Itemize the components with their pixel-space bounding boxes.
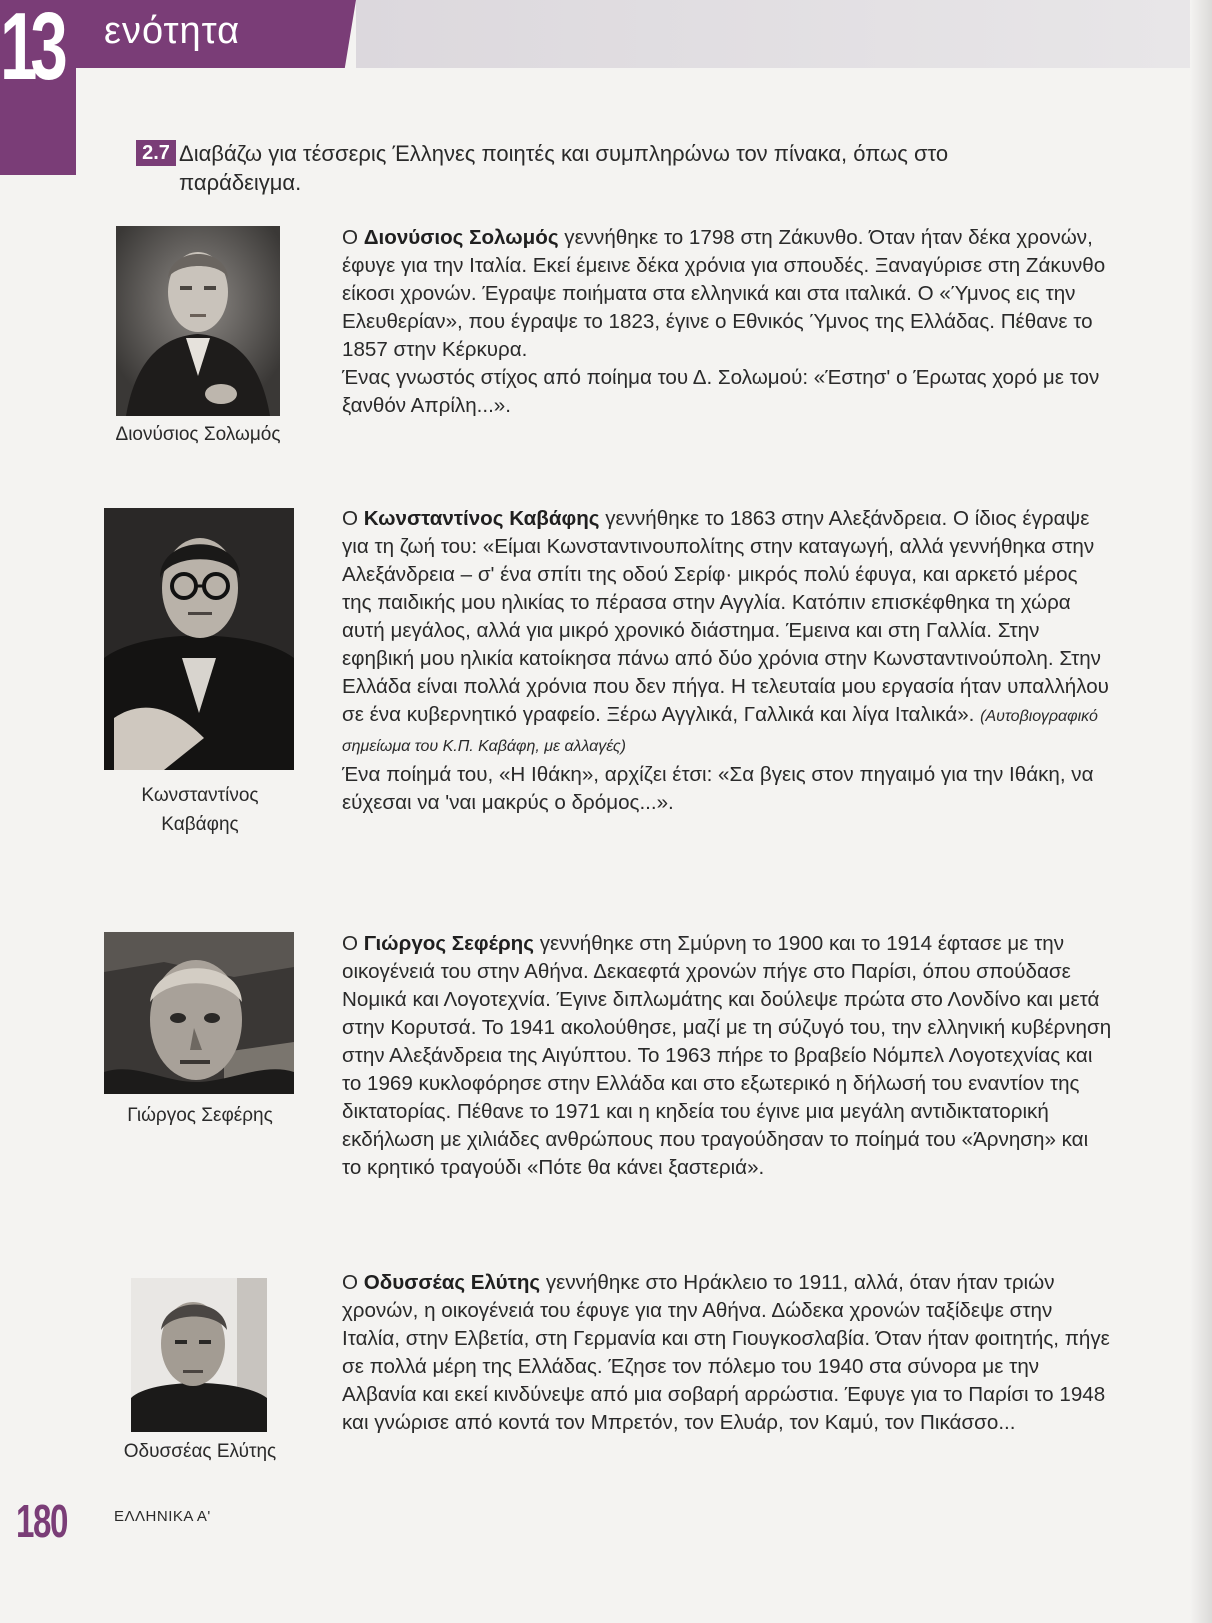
unit-word: ενότητα — [104, 10, 241, 52]
cavafy-verse: Ένα ποίημά του, «Η Ιθάκη», αρχίζει έτσι: «Σα βγεις στον πηγαιμό για την Ιθάκη, να εύχεσαι να 'ναι μακρύς ο δρόμος...». — [342, 763, 1094, 814]
cavafy-caption-line-2: Καβάφης — [161, 814, 239, 835]
exercise-instruction: Διαβάζω για τέσσερις Έλληνες ποιητές και συμπληρώνω τον πίνακα, όπως στο παράδειγμα. — [179, 141, 949, 195]
cavafy-bio-text: γεννήθηκε το 1863 στην Αλεξάνδρεια. Ο ίδιος έγραψε για τη ζωή του: «Είμαι Κωνσταντινουπολίτης στην καταγωγή, αλλά γεννήθηκα στην Αλεξάνδρεια – σ' ένα σπίτι της οδού Σερίφ· μικρός πολύ έφυγα, και αρκετό μέρος της παιδικής μου ηλικίας το πέρασα στην Αγγλία. Κατόπιν επισκέφθηκα τη χώρα αυτή μεγάλος, αλλά για μικρό χρονικό διάστημα. Έμεινα και στη Γαλλία. Στην εφηβική μου ηλικία κατοίκησα πάνω από δύο χρόνια στην Κωνσταντινούπολη. Στην Ελλάδα είναι πολλά χρόνια που δεν πήγα. Η τελευταία μου εργασία ήταν υπαλλήλου σε ένα κυβερνητικό γραφείο. Ξέρω Αγγλικά, Γαλλικά και λίγα Ιταλικά». — [342, 507, 1109, 726]
cavafy-bio — [342, 505, 1112, 817]
cavafy-caption-line-1: Κωνσταντίνος — [141, 785, 259, 806]
seferis-portrait — [104, 932, 294, 1094]
unit-number: 13 — [0, 0, 61, 100]
elytis-bio-text: γεννήθηκε στο Ηράκλειο το 1911, αλλά, όταν ήταν τριών χρονών, η οικογένειά του έφυγε για την Αθήνα. Δώδεκα χρονών ταξίδεψε στην Ιταλία, στην Ελβετία, στη Γερμανία και στη Γιουγκοσλαβία. Όταν ήταν φοιτητής, πήγε σε πολλά μέρη της Ελλάδας. Έζησε τον πόλεμο του 1940 στα σύνορα με την Αλβανία και εκεί κινδύνεψε από μια σοβαρή αρρώστια. Έφυγε για το Παρίσι το 1948 και γνώρισε από κοντά τον Μπρετόν, τον Ελυάρ, τον Καμύ, τον Πικάσσο... — [342, 1271, 1110, 1434]
solomos-name: Διονύσιος Σολωμός — [363, 226, 559, 249]
cavafy-portrait — [104, 508, 294, 770]
exercise-number-badge: 2.7 — [136, 140, 176, 166]
solomos-bio-intro: Ο — [342, 226, 364, 249]
seferis-bio-text: γεννήθηκε στη Σμύρνη το 1900 και το 1914 έφτασε με την οικογένειά του στην Αθήνα. Δεκαεφτά χρονών πήγε στο Παρίσι, όπου σπούδασε Νομικά και Λογοτεχνία. Έγινε διπλωμάτης και δούλεψε πρώτα στο Λονδίνο και μετά στην Κορυτσά. Το 1941 ακολούθησε, μαζί με τη σύζυγό του, την ελληνική κυβέρνηση στην Αλεξάνδρεια της Αιγύπτου. Το 1963 πήρε το βραβείο Νόμπελ Λογοτεχνίας και το 1969 κυκλοφόρησε στην Ελλάδα και στο εξωτερικό η δήλωσή του εναντίον της δικτατορίας. Πέθανε το 1971 και η κηδεία του έγινε μια μεγάλη αντιδικτατορική εκδήλωση με χιλιάδες ανθρώπους που τραγούδησαν το ποίημά του «Άρνηση» και το κρητικό τραγούδι «Πότε θα κάνει ξαστεριά». — [342, 932, 1112, 1179]
seferis-name: Γιώργος Σεφέρης — [363, 932, 534, 955]
elytis-bio-intro: Ο — [342, 1271, 364, 1294]
page-edge-shadow — [1190, 0, 1212, 1623]
elytis-bio-paragraph-1 — [342, 1269, 1112, 1437]
header-band — [356, 0, 1190, 68]
seferis-caption: Γιώργος Σεφέρης — [127, 1105, 273, 1126]
solomos-bio — [342, 224, 1112, 420]
elytis-name: Οδυσσέας Ελύτης — [363, 1271, 541, 1294]
cavafy-name: Κωνσταντίνος Καβάφης — [363, 507, 600, 530]
page-number: 180 — [16, 1495, 67, 1547]
cavafy-bio-paragraph-1 — [342, 505, 1112, 761]
elytis-caption: Οδυσσέας Ελύτης — [123, 1441, 277, 1462]
seferis-bio — [342, 930, 1112, 1182]
cavafy-source-note: (Αυτοβιογραφικό σημείωμα του Κ.Π. Καβάφη, με αλλαγές) — [342, 708, 1098, 755]
book-title: ΕΛΛΗΝΙΚΑ Α' — [114, 1508, 211, 1525]
solomos-bio-paragraph-1 — [342, 224, 1112, 364]
solomos-caption: Διονύσιος Σολωμός — [115, 424, 281, 445]
solomos-verse: Ένας γνωστός στίχος από ποίημα του Δ. Σολωμού: «Έστησ' ο Έρωτας χορό με τον ξανθόν Απρίλη...». — [342, 366, 1100, 417]
elytis-portrait — [131, 1278, 267, 1432]
cavafy-caption — [100, 781, 300, 839]
elytis-bio — [342, 1269, 1112, 1437]
cavafy-bio-intro: Ο — [342, 507, 364, 530]
seferis-bio-intro: Ο — [342, 932, 364, 955]
solomos-portrait — [116, 226, 280, 416]
seferis-bio-paragraph-1 — [342, 930, 1112, 1182]
solomos-bio-text: γεννήθηκε το 1798 στη Ζάκυνθο. Όταν ήταν δέκα χρονών, έφυγε για την Ιταλία. Εκεί έμεινε δέκα χρόνια για σπουδές. Ξαναγύρισε στη Ζάκυνθο είκοσι χρονών. Έγραψε ποιήματα στα ελληνικά και στα ιταλικά. Ο «Ύμνος εις την Ελευθερίαν», που έγραψε το 1823, έγινε ο Εθνικός Ύμνος της Ελλάδας. Πέθανε το 1857 στην Κέρκυρα. — [342, 226, 1106, 361]
